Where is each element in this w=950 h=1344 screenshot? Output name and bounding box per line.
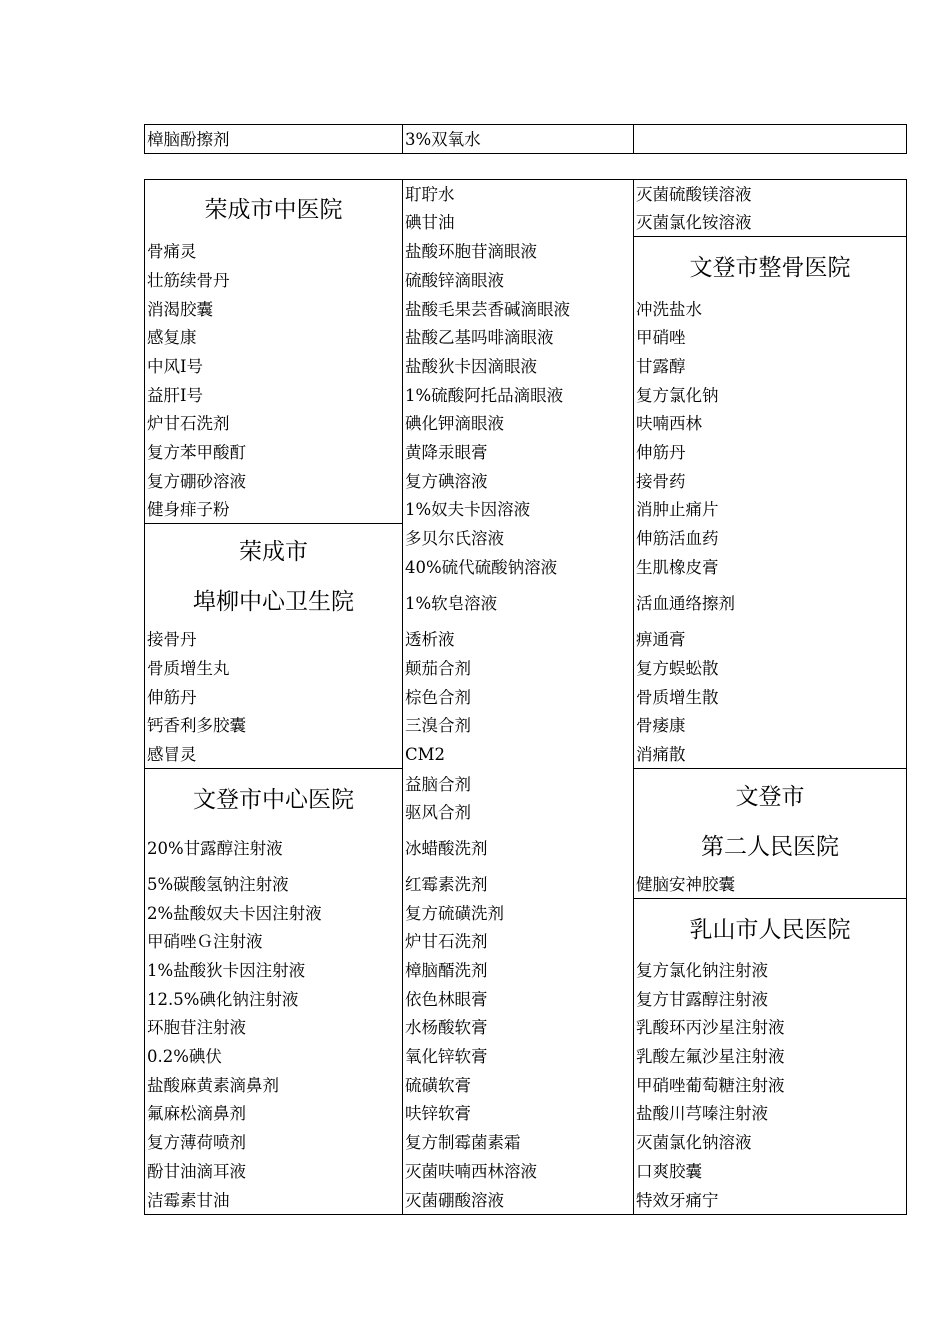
- top-table: [144, 124, 907, 154]
- hospital-heading: 文登市整骨医院: [689, 255, 851, 281]
- medicine-item: 盐酸川芎嗪注射液: [636, 1104, 768, 1123]
- medicine-item: 灭菌硼酸溶液: [405, 1191, 504, 1210]
- medicine-item: 氟麻松滴鼻剂: [147, 1104, 246, 1123]
- medicine-item: 1%软皂溶液: [405, 594, 498, 613]
- top-table-divider: [633, 124, 634, 154]
- hospital-heading: 文登市中心医院: [193, 787, 354, 813]
- medicine-item: 感冒灵: [147, 745, 197, 764]
- medicine-item: 骨质增生丸: [147, 659, 230, 678]
- medicine-item: 复方氯化钠: [636, 386, 719, 405]
- medicine-item: 骨痛灵: [147, 242, 197, 261]
- medicine-item: 冰蜡酸洗剂: [405, 839, 488, 858]
- medicine-item: 伸筋活血药: [636, 529, 719, 548]
- medicine-item: 1%硫酸阿托品滴眼液: [405, 386, 564, 405]
- medicine-item: 灭菌硫酸镁溶液: [636, 185, 752, 204]
- medicine-item: 健身痱子粉: [147, 500, 230, 519]
- medicine-item: 炉甘石洗剂: [147, 414, 230, 433]
- medicine-item: 冲洗盐水: [636, 300, 702, 319]
- medicine-item: 20%甘露醇注射液: [147, 839, 283, 858]
- medicine-item: 伸筋丹: [147, 688, 197, 707]
- medicine-item: 盐酸环胞苷滴眼液: [405, 242, 537, 261]
- medicine-item: 复方碘溶液: [405, 472, 488, 491]
- section-divider: [633, 236, 907, 237]
- hospital-heading: 埠柳中心卫生院: [193, 589, 354, 615]
- section-divider: [633, 898, 907, 899]
- medicine-item: 复方蜈蚣散: [636, 659, 719, 678]
- medicine-item: 骨痿康: [636, 716, 686, 735]
- medicine-item: 盐酸麻黄素滴鼻剂: [147, 1076, 279, 1095]
- medicine-item: 复方硫磺洗剂: [405, 904, 504, 923]
- hospital-heading: 乳山市人民医院: [689, 917, 851, 943]
- section-divider: [144, 768, 403, 769]
- hospital-heading: 荣成市中医院: [204, 197, 343, 223]
- medicine-item: 复方硼砂溶液: [147, 472, 246, 491]
- medicine-item: 氧化锌软膏: [405, 1047, 488, 1066]
- top-table-divider: [402, 124, 403, 154]
- top-cell-2: 3%双氧水: [405, 130, 481, 149]
- medicine-item: 复方制霉菌素霜: [405, 1133, 521, 1152]
- medicine-item: 三溴合剂: [405, 716, 471, 735]
- section-divider: [144, 523, 403, 524]
- medicine-item: 黄降汞眼膏: [405, 443, 488, 462]
- medicine-item: 益脑合剂: [405, 775, 471, 794]
- medicine-item: 复方苯甲酸酊: [147, 443, 246, 462]
- medicine-item: 灭菌氯化钠溶液: [636, 1133, 752, 1152]
- section-divider: [633, 768, 907, 769]
- top-cell-1: 樟脑酚擦剂: [147, 130, 230, 149]
- medicine-item: 甘露醇: [636, 357, 686, 376]
- medicine-item: 呋锌软膏: [405, 1104, 471, 1123]
- medicine-item: 壮筋续骨丹: [147, 271, 230, 290]
- medicine-item: 钙香利多胶囊: [147, 716, 246, 735]
- medicine-item: 透析液: [405, 630, 455, 649]
- medicine-item: 乳酸环丙沙星注射液: [636, 1018, 785, 1037]
- medicine-item: 生肌橡皮膏: [636, 558, 719, 577]
- medicine-item: 棕色合剂: [405, 688, 471, 707]
- medicine-item: 颠茄合剂: [405, 659, 471, 678]
- medicine-item: 硫酸锌滴眼液: [405, 271, 504, 290]
- medicine-item: 耵聍水: [405, 185, 455, 204]
- medicine-item: 甲硝唑葡萄糖注射液: [636, 1076, 785, 1095]
- medicine-item: 伸筋丹: [636, 443, 686, 462]
- medicine-item: 复方甘露醇注射液: [636, 990, 768, 1009]
- medicine-item: 痹通膏: [636, 630, 686, 649]
- medicine-item: 消痛散: [636, 745, 686, 764]
- medicine-item: 甲硝唑Ｇ注射液: [147, 932, 263, 951]
- medicine-item: 消肿止痛片: [636, 500, 719, 519]
- hospital-heading: 荣成市: [239, 539, 308, 565]
- medicine-item: 红霉素洗剂: [405, 875, 488, 894]
- medicine-item: 益肝Ⅰ号: [147, 386, 204, 405]
- medicine-item: 健脑安神胶囊: [636, 875, 735, 894]
- medicine-item: 活血通络擦剂: [636, 594, 735, 613]
- column-divider: [633, 179, 634, 1215]
- medicine-item: 环胞苷注射液: [147, 1018, 246, 1037]
- medicine-item: 复方氯化钠注射液: [636, 961, 768, 980]
- medicine-item: 碘甘油: [405, 213, 455, 232]
- medicine-item: 甲硝唑: [636, 328, 686, 347]
- medicine-item: 碘化钾滴眼液: [405, 414, 504, 433]
- medicine-item: 0.2%碘伏: [147, 1047, 222, 1066]
- medicine-item: 复方薄荷喷剂: [147, 1133, 246, 1152]
- medicine-item: 40%硫代硫酸钠溶液: [405, 558, 558, 577]
- medicine-item: 灭菌氯化铵溶液: [636, 213, 752, 232]
- medicine-item: 炉甘石洗剂: [405, 932, 488, 951]
- medicine-item: 骨质增生散: [636, 688, 719, 707]
- medicine-item: 洁霉素甘油: [147, 1191, 230, 1210]
- medicine-item: 接骨药: [636, 472, 686, 491]
- medicine-item: 1%盐酸狄卡因注射液: [147, 961, 306, 980]
- medicine-item: 硫磺软膏: [405, 1076, 471, 1095]
- medicine-item: 多贝尔氏溶液: [405, 529, 504, 548]
- medicine-item: 接骨丹: [147, 630, 197, 649]
- medicine-item: CM2: [405, 745, 446, 764]
- medicine-item: 水杨酸软膏: [405, 1018, 488, 1037]
- hospital-heading: 文登市: [735, 784, 805, 810]
- medicine-item: 盐酸毛果芸香碱滴眼液: [405, 300, 570, 319]
- medicine-item: 12.5%碘化钠注射液: [147, 990, 299, 1009]
- medicine-item: 1%奴夫卡因溶液: [405, 500, 531, 519]
- medicine-item: 盐酸乙基吗啡滴眼液: [405, 328, 554, 347]
- medicine-item: 乳酸左氟沙星注射液: [636, 1047, 785, 1066]
- column-divider: [402, 179, 403, 1215]
- medicine-item: 灭菌呋喃西林溶液: [405, 1162, 537, 1181]
- medicine-item: 酚甘油滴耳液: [147, 1162, 246, 1181]
- medicine-item: 呋喃西林: [636, 414, 702, 433]
- medicine-item: 5%碳酸氢钠注射液: [147, 875, 289, 894]
- medicine-item: 口爽胶囊: [636, 1162, 702, 1181]
- medicine-item: 依色林眼膏: [405, 990, 488, 1009]
- medicine-item: 中风Ⅰ号: [147, 357, 204, 376]
- medicine-item: 樟脑醑洗剂: [405, 961, 488, 980]
- medicine-item: 驱风合剂: [405, 803, 471, 822]
- hospital-heading: 第二人民医院: [701, 834, 839, 860]
- medicine-item: 感复康: [147, 328, 197, 347]
- medicine-item: 消渴胶囊: [147, 300, 213, 319]
- medicine-item: 2%盐酸奴夫卡因注射液: [147, 904, 322, 923]
- medicine-item: 特效牙痛宁: [636, 1191, 719, 1210]
- medicine-item: 盐酸狄卡因滴眼液: [405, 357, 537, 376]
